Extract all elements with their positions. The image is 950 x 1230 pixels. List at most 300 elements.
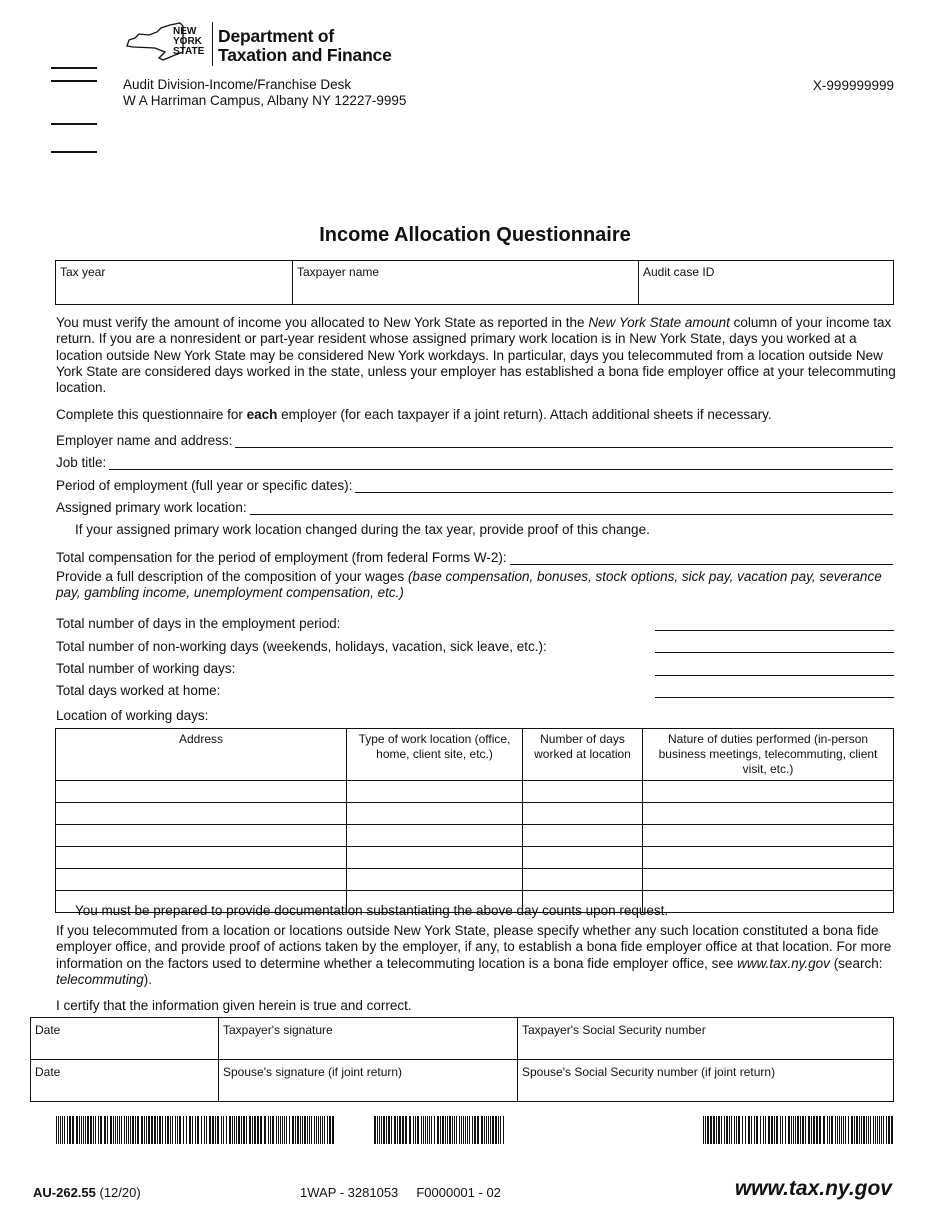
barcode-bar <box>474 1116 476 1144</box>
barcode-bar <box>234 1116 235 1144</box>
barcode-bar <box>209 1116 211 1144</box>
barcode-bar <box>93 1116 94 1144</box>
location-days-cell[interactable] <box>523 825 643 847</box>
barcode-bar <box>856 1116 858 1144</box>
period-field[interactable] <box>56 477 893 493</box>
barcode-bar <box>304 1116 306 1144</box>
location-days-cell[interactable] <box>523 781 643 803</box>
barcode-bar <box>873 1116 874 1144</box>
barcode-bar <box>791 1116 792 1144</box>
spouse-date-field[interactable] <box>31 1060 219 1102</box>
barcode-bar <box>816 1116 818 1144</box>
barcode-bar <box>195 1116 196 1144</box>
location-address-cell[interactable] <box>56 803 347 825</box>
barcode-bar <box>236 1116 237 1144</box>
barcode-bar <box>204 1116 205 1144</box>
barcode-bar <box>425 1116 426 1144</box>
barcode-bar <box>115 1116 116 1144</box>
barcode-bar <box>130 1116 131 1144</box>
barcode-bar <box>780 1116 781 1144</box>
location-input-line[interactable] <box>250 502 893 515</box>
barcode-bar <box>477 1116 479 1144</box>
location-days-cell[interactable] <box>523 803 643 825</box>
barcode-bar <box>851 1116 853 1144</box>
barcode-bar <box>121 1116 122 1144</box>
barcode-bar <box>232 1116 233 1144</box>
barcode-bar <box>459 1116 460 1144</box>
barcode-bar <box>748 1116 750 1144</box>
barcode-bar <box>87 1116 89 1144</box>
barcode-bar <box>260 1116 262 1144</box>
barcode-bar <box>481 1116 483 1144</box>
barcode-bar <box>756 1116 758 1144</box>
barcode-bar <box>797 1116 799 1144</box>
barcode-bar <box>394 1116 396 1144</box>
barcode-bar <box>716 1116 717 1144</box>
intro-paragraph <box>56 315 896 396</box>
barcode-bar <box>437 1116 439 1144</box>
barcode-bar <box>721 1116 722 1144</box>
locations-label: Location of working days: <box>56 708 209 723</box>
barcode-bar <box>795 1116 796 1144</box>
compensation-label: Total compensation for the period of employment (from federal Forms W-2): <box>56 550 507 565</box>
barcode-bar <box>386 1116 387 1144</box>
barcode-bar <box>69 1116 71 1144</box>
registration-mark <box>51 123 97 125</box>
barcode-bar <box>124 1116 125 1144</box>
intro-text: You must verify the amount of income you allocated to New York State as reported in the <box>56 315 589 330</box>
working-days-input[interactable] <box>655 661 894 676</box>
barcode-bar <box>788 1116 790 1144</box>
barcode-bar <box>320 1116 321 1144</box>
search-term: telecommuting <box>56 971 144 987</box>
barcode-bar <box>289 1116 290 1144</box>
spouse-signature-field[interactable] <box>219 1060 518 1102</box>
taxpayer-signature-field[interactable] <box>219 1018 518 1060</box>
instructions <box>56 407 896 423</box>
location-row <box>56 803 894 825</box>
barcode-bar <box>314 1116 315 1144</box>
barcode-bar <box>843 1116 844 1144</box>
barcode-bar <box>808 1116 810 1144</box>
barcode-bar <box>765 1116 766 1144</box>
barcode-bar <box>754 1116 755 1144</box>
telecommute-text: (search: <box>829 955 883 971</box>
nys-logo <box>125 22 210 62</box>
wages-text: Provide a full description of the composition of your wages <box>56 569 408 584</box>
barcode-bar <box>110 1116 112 1144</box>
barcode-bar <box>707 1116 709 1144</box>
barcode-bar <box>226 1116 227 1144</box>
registration-mark <box>51 151 97 153</box>
date-label: Date <box>35 1065 61 1079</box>
location-duties-cell[interactable] <box>643 825 894 847</box>
spouse-ssn-field[interactable] <box>518 1060 894 1102</box>
barcode-bar <box>79 1116 80 1144</box>
barcode-bar <box>866 1116 867 1144</box>
barcode-bar <box>886 1116 887 1144</box>
barcode-bar <box>307 1116 308 1144</box>
barcode-bar <box>434 1116 435 1144</box>
instr-bold: each <box>246 407 278 422</box>
barcode-bar <box>276 1116 277 1144</box>
barcode-bar <box>60 1116 61 1144</box>
barcode-bar <box>268 1116 269 1144</box>
barcode-bar <box>729 1116 730 1144</box>
location-row <box>56 781 894 803</box>
barcode-bar <box>58 1116 59 1144</box>
barcode-bar <box>332 1116 334 1144</box>
barcode-bar <box>879 1116 880 1144</box>
barcode-bar <box>98 1116 99 1144</box>
instr-text: Complete this questionnaire for <box>56 407 247 422</box>
location-type-cell[interactable] <box>347 825 523 847</box>
barcode-bar <box>257 1116 259 1144</box>
barcode-bar <box>447 1116 448 1144</box>
location-type-cell[interactable] <box>347 847 523 869</box>
barcode-bar <box>423 1116 424 1144</box>
barcode-bar <box>763 1116 764 1144</box>
location-duties-cell[interactable] <box>643 803 894 825</box>
logo-new: NEW <box>173 26 197 37</box>
location-note: If your assigned primary work location changed during the tax year, provide proof of this change. <box>75 522 650 537</box>
location-duties-cell[interactable] <box>643 891 894 913</box>
barcode-bar <box>381 1116 382 1144</box>
page-title: Income Allocation Questionnaire <box>319 224 631 246</box>
barcode-bar <box>883 1116 884 1144</box>
count-label: Total days worked at home: <box>56 683 221 698</box>
barcode-bar <box>215 1116 216 1144</box>
employer-input-line[interactable] <box>235 435 893 448</box>
barcode-bar <box>154 1116 156 1144</box>
documentation-note: You must be prepared to provide documentation substantiating the above day counts upon request. <box>75 903 669 918</box>
form-codes: 1WAP - 3281053 F0000001 - 02 <box>300 1185 501 1200</box>
location-days-cell[interactable] <box>523 869 643 891</box>
col-days: Number of days worked at location <box>523 729 643 781</box>
barcode-bar <box>329 1116 331 1144</box>
barcode-bar <box>76 1116 78 1144</box>
barcode-bar <box>854 1116 855 1144</box>
barcode-bar <box>742 1116 743 1144</box>
barcode-bar <box>811 1116 812 1144</box>
barcode-bar <box>172 1116 173 1144</box>
barcode-bar <box>243 1116 245 1144</box>
location-field[interactable] <box>56 499 893 515</box>
barcode-bar <box>148 1116 150 1144</box>
telecommute-paragraph <box>56 923 896 988</box>
barcode-bar <box>782 1116 783 1144</box>
location-type-cell[interactable] <box>347 781 523 803</box>
location-row <box>56 869 894 891</box>
header-fields-table <box>55 260 894 305</box>
website-link[interactable]: www.tax.ny.gov <box>737 955 830 971</box>
job-title-field[interactable] <box>56 454 893 470</box>
barcode-bar <box>391 1116 392 1144</box>
barcode-bar <box>132 1116 134 1144</box>
barcode-bar <box>399 1116 401 1144</box>
barcode-bar <box>104 1116 106 1144</box>
barcode-bar <box>500 1116 501 1144</box>
barcode-bar <box>113 1116 114 1144</box>
barcode-bar <box>442 1116 444 1144</box>
barcode-bar <box>841 1116 842 1144</box>
count-label: Total number of days in the employment period: <box>56 616 341 631</box>
barcode-bar <box>83 1116 84 1144</box>
barcode-bar <box>157 1116 158 1144</box>
location-row <box>56 825 894 847</box>
case-number: X-999999999 <box>812 78 894 93</box>
barcode-bar <box>745 1116 746 1144</box>
barcode-bar <box>454 1116 455 1144</box>
barcode-bar <box>223 1116 224 1144</box>
barcode-bar <box>875 1116 876 1144</box>
taxpayer-name-field[interactable] <box>293 261 639 305</box>
barcode-bar <box>100 1116 102 1144</box>
barcode-bar <box>175 1116 176 1144</box>
barcode <box>56 1116 338 1144</box>
barcode-bar <box>503 1116 504 1144</box>
barcode-bar <box>486 1116 487 1144</box>
barcode-bar <box>278 1116 279 1144</box>
barcode-bar <box>848 1116 849 1144</box>
barcode-bar <box>254 1116 256 1144</box>
barcode-bar <box>417 1116 419 1144</box>
barcode-bar <box>710 1116 712 1144</box>
col-duties: Nature of duties performed (in-person business meetings, telecommuting, client visit, etc.) <box>643 729 894 781</box>
barcode-bar <box>469 1116 470 1144</box>
barcode-bar <box>726 1116 728 1144</box>
barcode-bar <box>819 1116 821 1144</box>
logo-york: YORK <box>173 36 202 47</box>
barcode-bar <box>311 1116 312 1144</box>
home-days-input[interactable] <box>655 683 894 698</box>
form-id <box>33 1185 141 1200</box>
barcode-bar <box>383 1116 385 1144</box>
tax-year-field[interactable] <box>56 261 293 305</box>
location-days-cell[interactable] <box>523 847 643 869</box>
signature-table <box>30 1017 894 1102</box>
barcode-bar <box>405 1116 407 1144</box>
barcode-bar <box>734 1116 735 1144</box>
barcode-bar <box>270 1116 271 1144</box>
barcode-bar <box>440 1116 441 1144</box>
logo-state: STATE <box>173 46 205 57</box>
barcode-bar <box>137 1116 139 1144</box>
barcode-bar <box>282 1116 283 1144</box>
taxpayer-ssn-field[interactable] <box>518 1018 894 1060</box>
barcode-bar <box>300 1116 301 1144</box>
barcode-bar <box>859 1116 860 1144</box>
spouse-signature-label: Spouse's signature (if joint return) <box>223 1065 403 1079</box>
barcode-bar <box>461 1116 462 1144</box>
barcode-bar <box>246 1116 247 1144</box>
barcode-bar <box>151 1116 153 1144</box>
barcode-bar <box>85 1116 86 1144</box>
barcode-bar <box>135 1116 136 1144</box>
compensation-input-line[interactable] <box>510 552 893 565</box>
barcode-bar <box>280 1116 281 1144</box>
barcode-bar <box>264 1116 266 1144</box>
barcode-bar <box>379 1116 380 1144</box>
barcode-bar <box>465 1116 466 1144</box>
barcode-bar <box>252 1116 253 1144</box>
barcode-bar <box>861 1116 862 1144</box>
barcode-bar <box>705 1116 706 1144</box>
barcode-bar <box>126 1116 127 1144</box>
location-duties-cell[interactable] <box>643 847 894 869</box>
barcode-bar <box>724 1116 725 1144</box>
tax-year-label: Tax year <box>60 265 106 279</box>
barcode-bar <box>177 1116 178 1144</box>
barcode-bar <box>891 1116 893 1144</box>
job-title-label: Job title: <box>56 455 107 470</box>
barcode-bar <box>318 1116 319 1144</box>
barcode-bar <box>165 1116 166 1144</box>
barcode-bar <box>309 1116 310 1144</box>
department-name <box>218 27 392 65</box>
barcode-bar <box>272 1116 274 1144</box>
barcode <box>703 1116 895 1144</box>
barcode-bar <box>415 1116 416 1144</box>
barcode-bar <box>67 1116 68 1144</box>
barcode-bar <box>771 1116 773 1144</box>
barcode-bar <box>119 1116 120 1144</box>
job-title-input-line[interactable] <box>109 457 893 470</box>
period-label: Period of employment (full year or specific dates): <box>56 478 353 493</box>
barcode-bar <box>81 1116 82 1144</box>
location-address-cell[interactable] <box>56 781 347 803</box>
barcode-bar <box>484 1116 485 1144</box>
barcode-bar <box>751 1116 752 1144</box>
barcode-bar <box>292 1116 294 1144</box>
location-address-cell[interactable] <box>56 847 347 869</box>
barcode-bar <box>402 1116 404 1144</box>
work-locations-table <box>55 728 894 913</box>
barcode-bar <box>495 1116 497 1144</box>
form-date: (12/20) <box>99 1185 141 1200</box>
barcode-bar <box>238 1116 240 1144</box>
barcode-bar <box>823 1116 825 1144</box>
barcode-bar <box>229 1116 231 1144</box>
telecommute-text: If you telecommuted from a location or locations outside New York State, please specify whether any such location constituted a bona fide employer office, and provide proof of actions taken by the employer, if any, to establish a bona fide employer office at that location. For more information on the factors used to determine whether a telecommuting location is a bona fide employer office, see <box>56 923 892 971</box>
days-period-input[interactable] <box>655 616 894 631</box>
non-working-days-input[interactable] <box>655 638 894 653</box>
telecommute-text: ). <box>143 971 153 987</box>
barcode-bar <box>863 1116 865 1144</box>
barcode-bar <box>206 1116 207 1144</box>
location-type-cell[interactable] <box>347 869 523 891</box>
barcode-bar <box>498 1116 499 1144</box>
location-address-cell[interactable] <box>56 825 347 847</box>
barcode-bar <box>192 1116 193 1144</box>
col-type: Type of work location (office, home, client site, etc.) <box>347 729 523 781</box>
location-duties-cell[interactable] <box>643 869 894 891</box>
barcode-bar <box>56 1116 57 1144</box>
barcode-bar <box>492 1116 494 1144</box>
audit-case-id-label: Audit case ID <box>643 265 715 279</box>
barcode-bar <box>713 1116 715 1144</box>
intro-emphasis: New York State amount <box>588 315 730 330</box>
barcode-bar <box>95 1116 96 1144</box>
employer-label: Employer name and address: <box>56 433 233 448</box>
barcode-bar <box>488 1116 489 1144</box>
barcode-bar <box>249 1116 251 1144</box>
barcode-bar <box>431 1116 432 1144</box>
barcode-bar <box>793 1116 794 1144</box>
barcode-bar <box>839 1116 840 1144</box>
barcode-bar <box>170 1116 171 1144</box>
barcode-bar <box>731 1116 732 1144</box>
barcode-bar <box>490 1116 491 1144</box>
barcode-bar <box>117 1116 118 1144</box>
barcode-bar <box>286 1116 287 1144</box>
dept-line1: Department of <box>218 26 335 46</box>
website-footer[interactable]: www.tax.ny.gov <box>734 1177 892 1200</box>
barcode-bar <box>845 1116 846 1144</box>
certification: I certify that the information given herein is true and correct. <box>56 998 412 1013</box>
barcode-bar <box>429 1116 430 1144</box>
barcode-bar <box>201 1116 202 1144</box>
wages-description <box>56 569 896 602</box>
barcode <box>374 1116 507 1144</box>
barcode-bar <box>189 1116 191 1144</box>
barcode-bar <box>241 1116 242 1144</box>
location-address-cell[interactable] <box>56 869 347 891</box>
audit-case-id-field[interactable] <box>639 261 894 305</box>
employer-field[interactable] <box>56 432 893 448</box>
location-duties-cell[interactable] <box>643 781 894 803</box>
barcode-bar <box>881 1116 882 1144</box>
address-line1: Audit Division-Income/Franchise Desk <box>123 77 352 92</box>
barcode-bar <box>703 1116 704 1144</box>
barcode-bar <box>302 1116 303 1144</box>
barcode-bar <box>162 1116 163 1144</box>
registration-mark <box>51 80 97 82</box>
barcode-bar <box>421 1116 422 1144</box>
barcode-bar <box>324 1116 325 1144</box>
location-type-cell[interactable] <box>347 803 523 825</box>
barcode-bar <box>167 1116 169 1144</box>
barcode-bar <box>146 1116 147 1144</box>
location-label: Assigned primary work location: <box>56 500 247 515</box>
barcode-bar <box>377 1116 378 1144</box>
spouse-ssn-label: Spouse's Social Security number (if joint return) <box>522 1065 776 1079</box>
date-field[interactable] <box>31 1018 219 1060</box>
period-input-line[interactable] <box>355 480 893 493</box>
compensation-field[interactable] <box>56 549 893 565</box>
barcode-bar <box>322 1116 323 1144</box>
intro-text: column of your income tax return. If you are a nonresident or part-year resident whose assigned primary work location is in New York State, days you worked at a location outside New York State may be considered New York workdays. In particular, days you telecommuted from a location outside New York State are considered days worked in the state, unless your employer has established a bona fide employer office at your telecommuting location. <box>56 315 896 396</box>
barcode-bar <box>183 1116 184 1144</box>
barcode-bar <box>738 1116 740 1144</box>
wages-examples: (base compensation, bonuses, stock options, sick pay, vacation pay, severance pay, gambling income, unemployment compensation, etc.) <box>56 569 882 601</box>
barcode-bar <box>868 1116 869 1144</box>
instr-text: employer (for each taxpayer if a joint return). Attach additional sheets if necessary. <box>277 407 772 422</box>
address-line2: W A Harriman Campus, Albany NY 12227-9995 <box>123 93 407 108</box>
barcode-bar <box>813 1116 815 1144</box>
barcode-bar <box>409 1116 411 1144</box>
count-label: Total number of working days: <box>56 661 236 676</box>
barcode-bar <box>197 1116 199 1144</box>
barcode-bar <box>374 1116 376 1144</box>
barcode-bar <box>316 1116 317 1144</box>
barcode-bar <box>295 1116 296 1144</box>
barcode-bar <box>870 1116 871 1144</box>
barcode-bar <box>877 1116 878 1144</box>
form-number: AU-262.55 <box>33 1185 96 1200</box>
taxpayer-name-label: Taxpayer name <box>297 265 380 279</box>
barcode-bar <box>768 1116 770 1144</box>
